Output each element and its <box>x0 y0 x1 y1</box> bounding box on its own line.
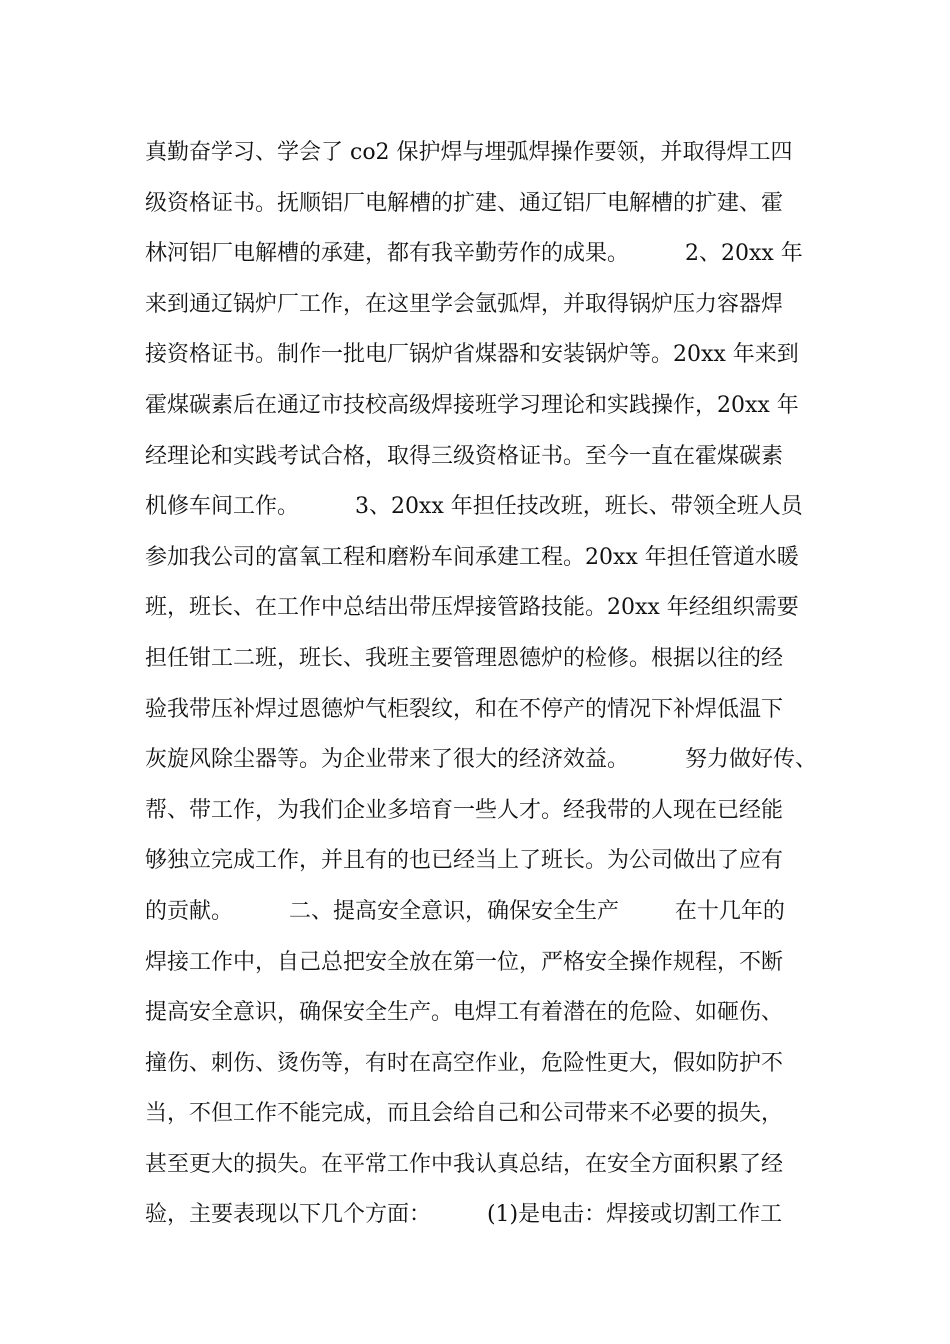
text-line: 的贡献。 二、提高安全意识，确保安全生产 在十几年的 <box>145 898 785 924</box>
text-line: 焊接工作中，自己总把安全放在第一位，严格安全操作规程，不断 <box>145 949 784 975</box>
text-line: 撞伤、刺伤、烫伤等，有时在高空作业，危险性更大，假如防护不 <box>145 1050 784 1076</box>
text-line: 当，不但工作不能完成，而且会给自己和公司带来不必要的损失， <box>145 1101 784 1127</box>
text-line: 担任钳工二班，班长、我班主要管理恩德炉的检修。根据以往的经 <box>145 645 784 671</box>
text-line: 来到通辽锅炉厂工作，在这里学会氩弧焊，并取得锅炉压力容器焊 <box>145 291 784 317</box>
text-line: 机修车间工作。 3、20xx 年担任技改班，班长、带领全班人员 <box>145 494 803 520</box>
text-line: 参加我公司的富氧工程和磨粉车间承建工程。20xx 年担任管道水暖 <box>145 544 799 570</box>
body-text <box>145 128 825 1241</box>
text-line: 霍煤碳素后在通辽市技校高级焊接班学习理论和实践操作，20xx 年 <box>145 392 799 418</box>
text-line: 接资格证书。制作一批电厂锅炉省煤器和安装锅炉等。20xx 年来到 <box>145 342 799 368</box>
text-line: 甚至更大的损失。在平常工作中我认真总结，在安全方面积累了经 <box>145 1151 784 1177</box>
text-line: 验我带压补焊过恩德炉气柜裂纹，和在不停产的情况下补焊低温下 <box>145 696 784 722</box>
text-line: 真勤奋学习、学会了 co2 保护焊与埋弧焊操作要领，并取得焊工四 <box>145 140 793 165</box>
text-line: 提高安全意识，确保安全生产。电焊工有着潜在的危险、如砸伤、 <box>145 1000 784 1026</box>
text-line: 林河铝厂电解槽的承建，都有我辛勤劳作的成果。 2、20xx 年 <box>145 241 803 267</box>
text-line: 帮、带工作，为我们企业多培育一些人才。经我带的人现在已经能 <box>145 797 784 823</box>
text-line: 级资格证书。抚顺铝厂电解槽的扩建、通辽铝厂电解槽的扩建、霍 <box>145 190 784 216</box>
text-line: 班，班长、在工作中总结出带压焊接管路技能。20xx 年经组织需要 <box>145 595 799 621</box>
text-line: 够独立完成工作，并且有的也已经当上了班长。为公司做出了应有 <box>145 848 784 874</box>
text-line: 经理论和实践考试合格，取得三级资格证书。至今一直在霍煤碳素 <box>145 443 784 469</box>
text-line: 灰旋风除尘器等。为企业带来了很大的经济效益。 努力做好传、 <box>145 747 817 773</box>
text-line: 验，主要表现以下几个方面： (1)是电击：焊接或切割工作工 <box>145 1202 783 1228</box>
